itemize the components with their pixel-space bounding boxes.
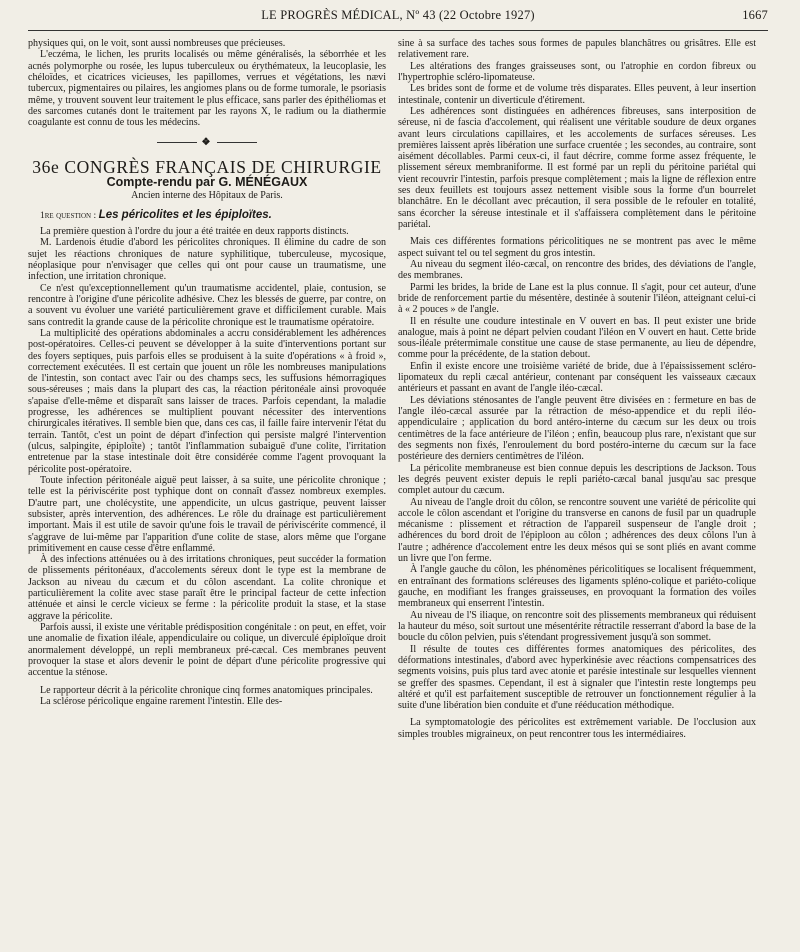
paragraph: Les altérations des franges graisseuses sont, ou l'atrophie en cordon fibreux ou l'hypertrophie scléro-lipomateuse.: [398, 60, 756, 83]
paragraph: La symptomatologie des péricolites est extrêmement variable. De l'occlusion aux simples troubles migraineux, on peut rencontrer tous les intermédiaires.: [398, 717, 756, 740]
paragraph: La multiplicité des opérations abdominales a accru considérablement les adhérences post-opératoires. Celles-ci peuvent se développer à la suite d'interventions portant sur des foyers septiques, puis parfois elles se produisent à la suite d'opérations « à froid », correctement exécutées. Il est certain que jouent un rôle les nombreuses manipulations de l'intestin, son contact avec l'air ou des champs secs, les suffusions hémorragiques sous-séreuses ; mais dans la plupart des cas, la réaction péritonéale ainsi provoquée s'apaise d'elle-même et disparaît sans laisser de traces. Parfois cependant, la maladie progresse, les adhérences se multiplient pouvant nécessiter des interventions chirurgicales itératives. Il semble bien que, dans ces cas, il faille faire intervenir l'état du terrain. Tantôt, c'est un point de départ d'infection qui persiste malgré l'intervention (ulcus, salpingite, épiploïte) ; tantôt l'inflammation subaiguë d'une colite, l'irritation entretenue par la stase intestinale doit être considérée comme l'agent provoquant la péricolite post-opératoire.: [28, 327, 386, 475]
paragraph: Les déviations sténosantes de l'angle peuvent être divisées en : fermeture en bas de l'angle iléo-cæcal assurée par la rétraction de méso-appendice et du repli iléo-appendiculaire ; application du bord antéro-interne du cæcum sur les deux ou trois centimètres de la face antérieure de l'iléon ; enfin, beaucoup plus rare, n'existant que sur des segments non fixés, l'enroulement du bord postéro-interne du cæcum sur la face postérieure des derniers centimètres de l'iléon.: [398, 394, 756, 463]
author-affiliation: Ancien interne des Hôpitaux de Paris.: [131, 190, 283, 202]
paragraph: Les brides sont de forme et de volume très disparates. Elles peuvent, à leur insertion intestinale, contenir un diverticule d'étirement.: [398, 83, 756, 106]
section-ornament: ❖: [28, 137, 386, 148]
paragraph: Parfois aussi, il existe une véritable prédisposition congénitale : on peut, en effet, voir une anomalie de fixation iléale, appendiculaire ou colique, un diverculé épiploïque droit anormalement développé, un repli membraneux pré-cæcal. Ces membranes peuvent provoquer la stase et alors devenir le point de départ d'une péricolite progressive qui accentue la sténose.: [28, 622, 386, 679]
paragraph: Il résulte de toutes ces différentes formes anatomiques des péricolites, des déformations intestinales, d'abord avec hyperkinésie avec réactions compensatrices des segments voisins, puis plus tard avec atonie et parésie intestinale sur lesquelles viennent se greffer des spasmes. Cependant, il est à signaler que l'intestin reste longtemps peu altéré et qu'il est parfaitement susceptible de retrouver un fonctionnement régulier à la suite d'une libération bien conduite et d'une rééducation méthodique.: [398, 643, 756, 712]
right-column: [398, 38, 756, 940]
paragraph: La première question à l'ordre du jour a été traitée en deux rapports distincts.: [40, 226, 349, 238]
paragraph: L'eczéma, le lichen, les prurits localisés ou même généralisés, la séborrhée et les acnés polymorphe ou rosée, les lupus tuberculeux ou érythémateux, la leucoplasie, les chéloïdes, et cicatrices vicieuses, les papillomes, verrues et végétations, les nævi tubercux, pigmentaires ou pilaires, les angiomes plans ou de forme tumorale, le psoriasis même, y trouvent souvent leur traitement le plus efficace, sans parler des épithéliomas et des sarcomes cutanés dont le traitement par les rayons X, le radium ou la diathermie coagulante est connu de tous les médecins.: [28, 49, 386, 129]
paragraph: sine à sa surface des taches sous formes de papules blanchâtres ou grisâtres. Elle est relativement rare.: [398, 38, 756, 61]
paragraph: physiques qui, on le voit, sont aussi nombreuses que précieuses.: [28, 38, 286, 49]
paragraph: Mais ces différentes formations péricolitiques ne se montrent pas avec le même aspect suivant tel ou tel segment du gros intestin.: [398, 236, 756, 259]
paragraph: Les adhérences sont distinguées en adhérences fibreuses, sans interposition de séreuse, ni de fascia d'accolement, qui réalisent une véritable soudure de deux organes avant leurs circulations capillaires, et les accolements de surfaces séreuses. Les premières laissent après libération une surface cruentée ; les secondes, au contraire, sont aisément décollables. Parmi ceux-ci, il faut décrire, comme forme assez fréquente, le plissement séreux membraniforme. Il est formé par un repli du péritoine pariétal qui vient recouvrir l'intestin, parfois presque complètement ; mais la ligne de réflexion entre ses deux feuillets est toujours assez nettement visible sous la forme d'un bourrelet blanchâtre. En le décollant avec précaution, il sera possible de le refouler en totalité, sans écorcher la séreuse intestinale et il s'affaissera complètement dans le péritoine pariétal.: [398, 105, 756, 230]
header-rule: [28, 30, 768, 31]
paragraph: Au niveau de l'S iliaque, on rencontre soit des plissements membraneux qui réduisent la hauteur du méso, soit surtout une mésentérite rétractile resserrant d'abord la base de la boucle du côlon pelvien, puis s'étendant progressivement jusqu'à son sommet.: [398, 609, 756, 644]
journal-title: LE PROGRÈS MÉDICAL, Nº 43 (22 Octobre 1927): [261, 8, 535, 22]
paragraph: La péricolite membraneuse est bien connue depuis les descriptions de Jackson. Tous les degrés peuvent exister depuis le repli pariéto-cæcal banal jusqu'au sac presque complet autour du cæcum.: [398, 462, 756, 497]
paragraph: À l'angle gauche du côlon, les phénomènes péricolitiques se localisent fréquemment, en entraînant des formations scléreuses des ligaments spléno-colique et pariéto-colique gauche, en modifiant les franges graisseuses, en provoquant la formation des voiles membraneux qui enserrent l'intestin.: [398, 564, 756, 610]
page-number: 1667: [742, 8, 768, 22]
paragraph: Toute infection péritonéale aiguë peut laisser, à sa suite, une péricolite chronique ; telle est la périviscérite post typhique dont on connaît d'assez nombreux exemples. D'autre part, une cholécystite, une appendicite, un ulcus gastrique, peuvent laisser subsister, après intervention, des adhérences. Le rôle du drainage est particulièrement important. Mais il est utile de savoir qu'une fois le travail de périviscérite commencé, il s'aggrave de lui-même par l'apparition d'une colite de stase, alors même que l'organe primitivement en cause cesse d'être enflammé.: [28, 474, 386, 554]
paragraph: Enfin il existe encore une troisième variété de bride, due à l'épaississement scléro-lipomateux du repli cæcal antérieur, contenant par conséquent les vaisseaux cæcaux antérieurs et passant en avant de l'angle iléo-cæcal.: [398, 360, 756, 395]
running-header: [28, 8, 768, 28]
question-label: 1re question :: [40, 210, 97, 221]
question-heading: [28, 210, 386, 222]
report-byline: Compte-rendu par G. MÉNÉGAUX: [106, 175, 308, 190]
paragraph: Parmi les brides, la bride de Lane est la plus connue. Il s'agit, pour cet auteur, d'une bride de renforcement partie du mésentère, destinée à soutenir l'iléon, atteignant celui-ci à « 2 pouces » de l'angle.: [398, 281, 756, 316]
section-title: 36e CONGRÈS FRANÇAIS DE CHIRURGIE: [32, 156, 382, 177]
paragraph: Au niveau du segment iléo-cæcal, on rencontre des brides, des déviations de l'angle, des membranes.: [398, 258, 756, 282]
paragraph: La sclérose péricolique engaine rarement l'intestin. Elle des-: [40, 695, 283, 707]
question-title: Les péricolites et les épiploïtes.: [98, 208, 272, 221]
paragraph: Il en résulte une coudure intestinale en V ouvert en bas. Il peut exister une bride analogue, mais à point ne départ pelvien coudant l'iléon en V ouvert en haut. Cette bride sous-iléale prétermimale constitue une cause de stase permanente, au lieu de dépendre, comme pour la précédente, de la station debout.: [398, 315, 756, 361]
paragraph: Au niveau de l'angle droit du côlon, se rencontre souvent une variété de péricolite qui accole le côlon ascendant et l'origine du transverse en canons de fusil par un quadruple mécanisme : plissement et rétraction de l'appareil suspenseur de l'angle droit ; adhérences du bord droit de l'épiploon au côlon ; adhérences des deux côlons l'un à l'autre ; adhérence d'accolement entre les deux mésos qui se sont pliés en avant comme un livre que l'on ferme.: [398, 496, 756, 565]
paragraph: M. Lardenois étudie d'abord les péricolites chroniques. Il élimine du cadre de son sujet les réactions chroniques de nature syphilitique, tuberculeuse, mycosique, néoplasique pour n'envisager que celles qui ont pour cause un traumatisme, une infection, une irritation chronique.: [28, 237, 386, 283]
paragraph: À des infections atténuées ou à des irritations chroniques, peut succéder la formation de plissements péritonéaux, d'accolements séreux dont le type est la membrane de Jackson au niveau du cæcum et du côlon ascendant. La colite chronique et particulièrement la colite avec stase paraît être le principal facteur de cette infection atténuée et ainsi le cercle vicieux se ferme : la péricolite produit la stase, et la stase aggrave la péricolite.: [28, 554, 386, 622]
paragraph: Ce n'est qu'exceptionnellement qu'un traumatisme accidentel, plaie, contusion, se rencontre à l'origine d'une péricolite adhésive. Chez les blessés de guerre, par contre, on a souvent vu évoluer une variété particulièrement grave et difficilement curable. Mais sans contredit la grande cause de la péricolite chronique est le traumatisme opératoire.: [28, 282, 386, 328]
left-column: [28, 38, 386, 940]
paragraph: Le rapporteur décrit à la péricolite chronique cinq formes anatomiques principales.: [40, 684, 373, 696]
